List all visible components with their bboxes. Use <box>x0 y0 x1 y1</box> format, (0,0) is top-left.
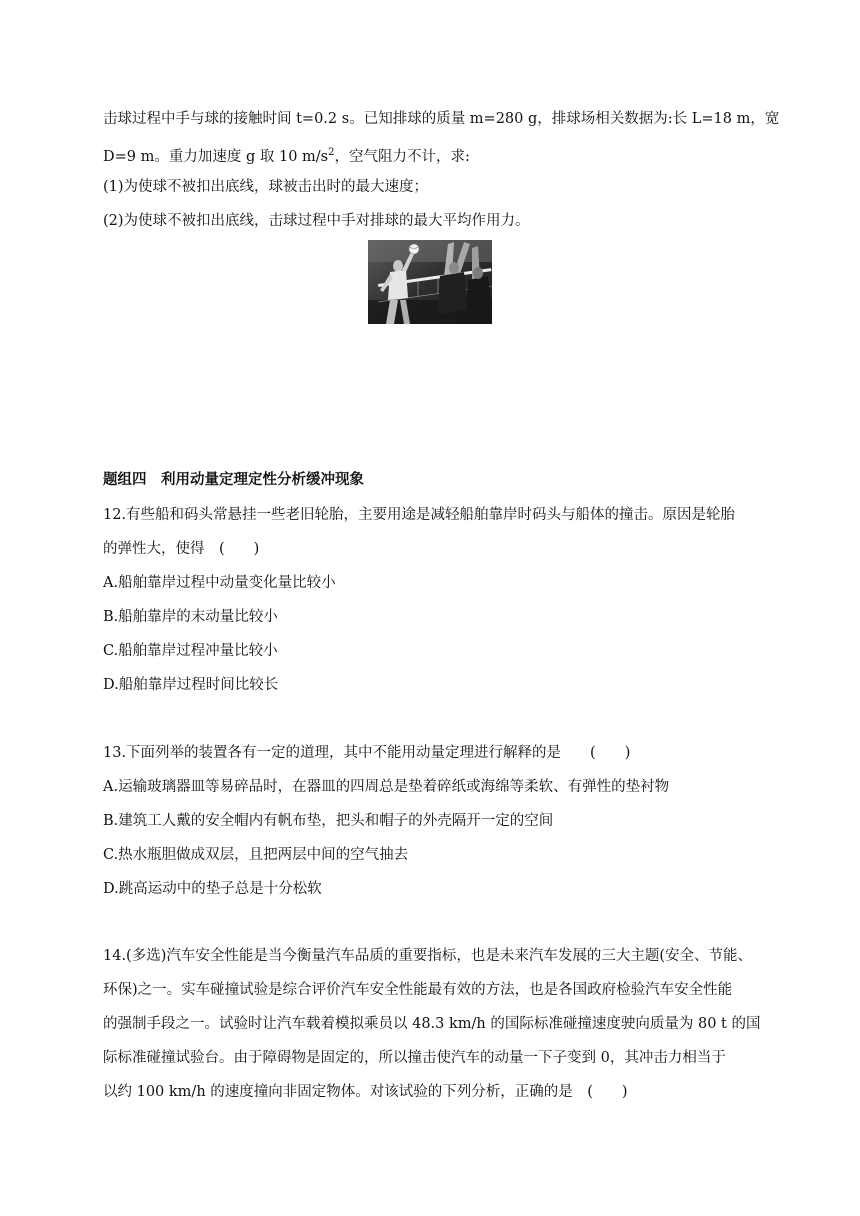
volleyball-spike-photo <box>368 240 492 324</box>
question-12-option-c: C.船舶靠岸过程冲量比较小 <box>103 643 278 659</box>
question-14-text-line: 以约 100 km/h 的速度撞向非固定物体。对该试验的下列分析，正确的是 ( ) <box>103 1084 628 1100</box>
question-14-text-line: 际标准碰撞试验台。由于障碍物是固定的，所以撞击使汽车的动量一下子变到 0，其冲击力相当于 <box>103 1050 726 1066</box>
question-12-option-b: B.船舶靠岸的末动量比较小 <box>103 609 278 625</box>
problem-text-line: 击球过程中手与球的接触时间 t=0.2 s。已知排球的质量 m=280 g，排球场相关数据为:长 L=18 m，宽 <box>103 111 780 127</box>
superscript: 2 <box>328 147 335 158</box>
question-13-option-d: D.跳高运动中的垫子总是十分松软 <box>103 881 322 897</box>
question-12-stem: 12.有些船和码头常悬挂一些老旧轮胎，主要用途是减轻船舶靠岸时码头与船体的撞击。原因是轮胎 <box>103 507 736 523</box>
question-12-option-d: D.船舶靠岸过程时间比较长 <box>103 677 279 693</box>
problem-text-segment: D=9 m。重力加速度 g 取 10 m/s <box>103 148 329 165</box>
question-14-text-line: 14.(多选)汽车安全性能是当今衡量汽车品质的重要指标，也是未来汽车发展的三大主题(安全、节能、 <box>103 948 753 964</box>
question-14-text-line: 环保)之一。实车碰撞试验是综合评价汽车安全性能最有效的方法，也是各国政府检验汽车安全性能 <box>103 982 733 998</box>
sub-question-1: (1)为使球不被扣出底线，球被击出时的最大速度； <box>103 179 429 195</box>
problem-text-line <box>103 143 470 167</box>
question-13-option-b: B.建筑工人戴的安全帽内有帆布垫，把头和帽子的外壳隔开一定的空间 <box>103 813 554 829</box>
section-heading: 题组四 利用动量定理定性分析缓冲现象 <box>103 471 364 488</box>
question-13-option-c: C.热水瓶胆做成双层，且把两层中间的空气抽去 <box>103 847 409 863</box>
sub-question-2: (2)为使球不被扣出底线，击球过程中手对排球的最大平均作用力。 <box>103 213 530 229</box>
problem-text-segment: ，空气阻力不计，求: <box>334 148 470 165</box>
question-14-text-line: 的强制手段之一。试验时让汽车载着模拟乘员以 48.3 km/h 的国际标准碰撞速度驶向质量为 80 t 的国 <box>103 1016 761 1032</box>
question-13-option-a: A.运输玻璃器皿等易碎品时，在器皿的四周总是垫着碎纸或海绵等柔软、有弹性的垫衬物 <box>103 779 670 795</box>
volleyball-photo-graphic <box>368 240 492 324</box>
question-12-stem: 的弹性大，使得 ( ) <box>103 541 260 557</box>
question-13-stem: 13.下面列举的装置各有一定的道理，其中不能用动量定理进行解释的是 ( ) <box>103 745 631 761</box>
question-12-option-a: A.船舶靠岸过程中动量变化量比较小 <box>103 575 336 591</box>
